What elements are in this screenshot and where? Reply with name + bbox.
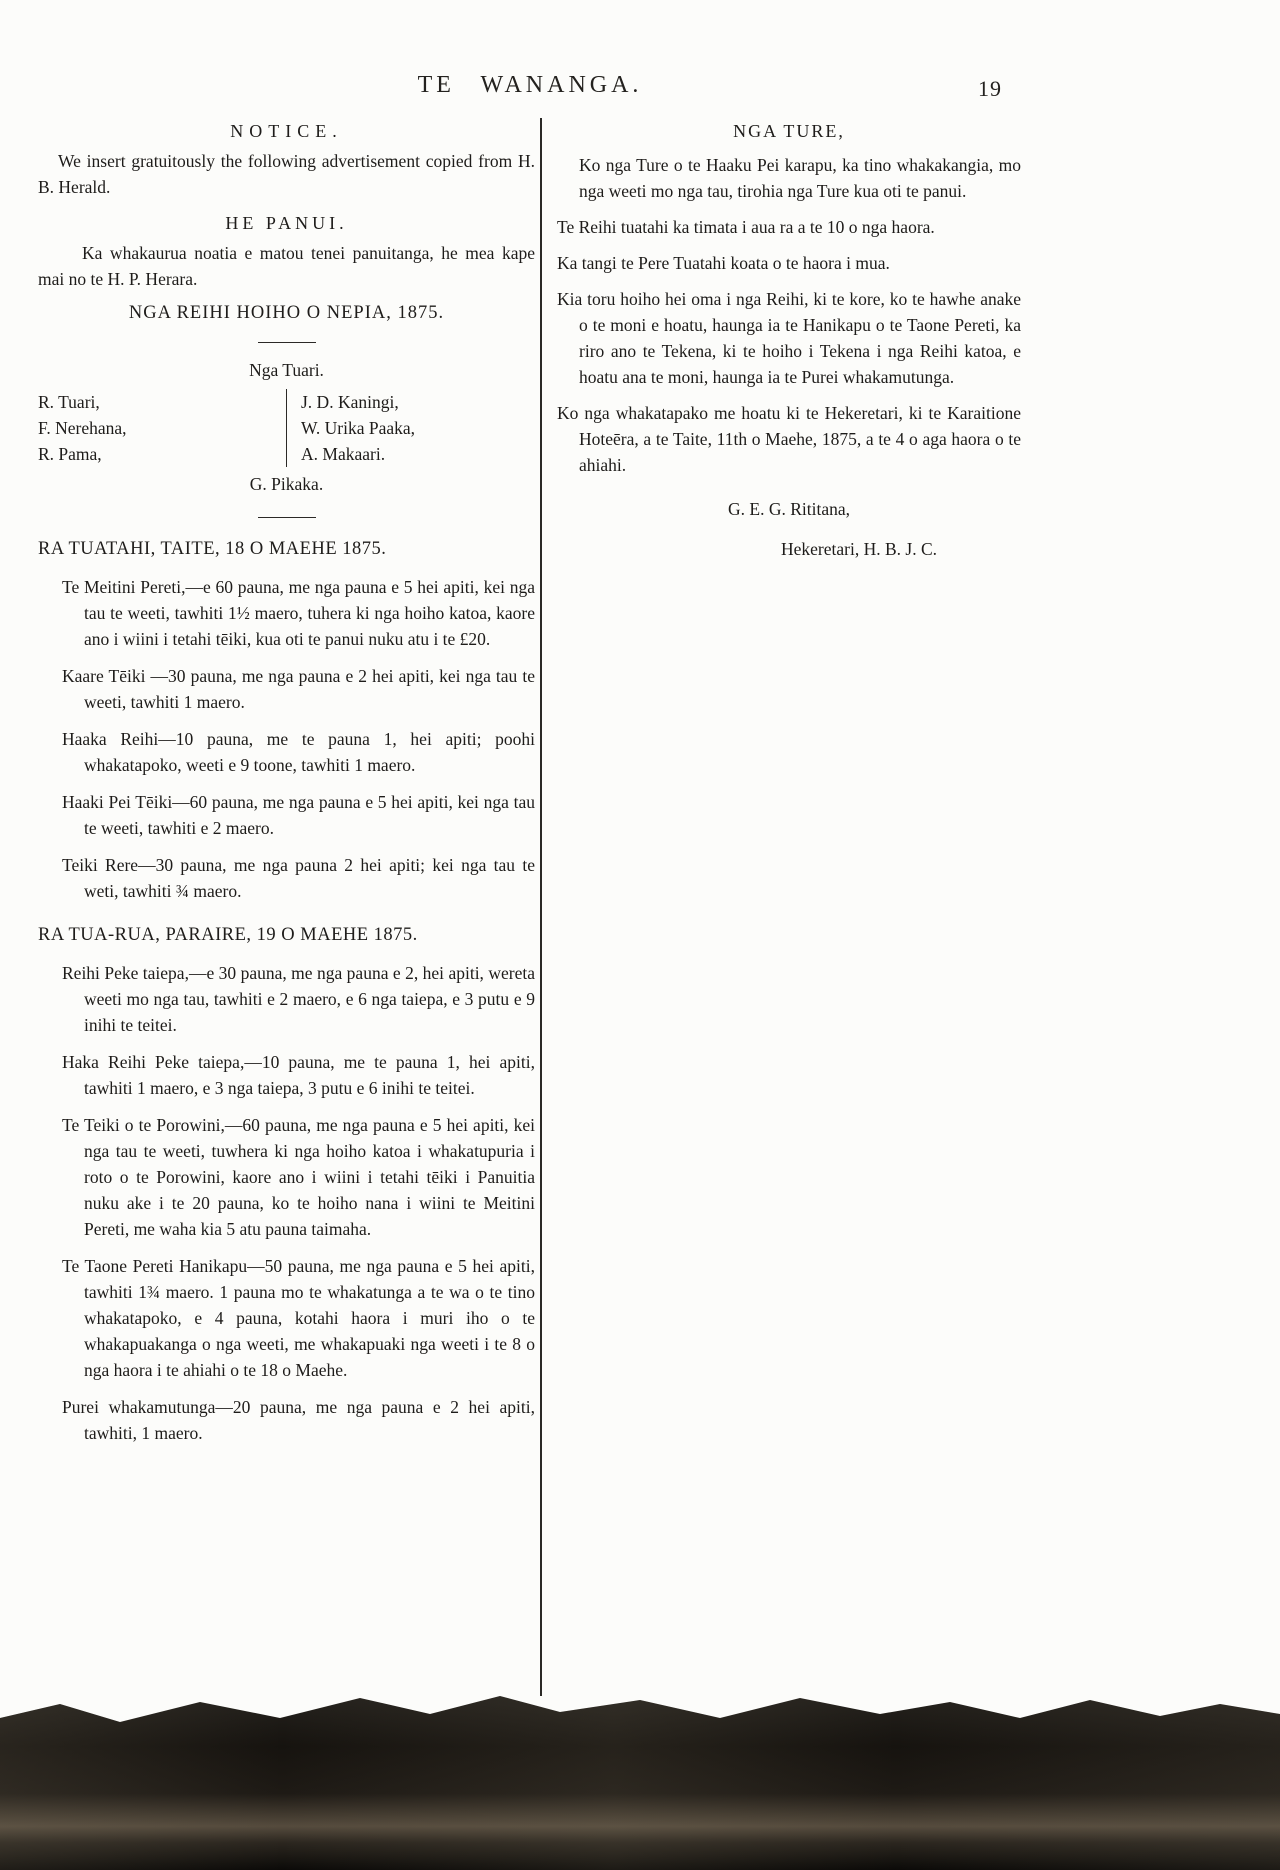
separator-rule: [258, 342, 316, 343]
steward-name: W. Urika Paaka,: [301, 418, 416, 438]
notice-body: We insert gratuitously the following advertisement copied from H. B. Herald.: [38, 151, 535, 197]
steward-name: R. Tuari,: [38, 392, 100, 412]
right-column: [557, 118, 1021, 562]
race-entry: Purei whakamutunga—20 pauna, me nga pauna e 2 hei apiti, tawhiti, 1 maero.: [62, 1397, 535, 1443]
signature-name: G. E. G. Rititana,: [728, 499, 850, 519]
stewards-list: [38, 389, 535, 467]
race-entry: Te Taone Pereti Hanikapu—50 pauna, me nga pauna e 5 hei apiti, tawhiti 1¾ maero. 1 pauna mo te whakatunga a te wa o te tino whakatapoko, e 4 pauna, kotahi haora i muri iho o te whakapuakanga o nga weeti, me whakapuaki nga weeti i te 8 o nga haora i te ahiahi o te 18 o Maehe.: [62, 1256, 535, 1380]
rule-paragraph: Kia toru hoiho hei oma i nga Reihi, ki te kore, ko te hawhe anake o te moni e hoatu, haunga ia te Hanikapu o te Taone Pereti, ka riro ano te Tekena, ki te hoiho i Tekena i nga Reihi katoa, e hoatu ana te moni, haunga ia te Purei whakamutunga.: [557, 289, 1021, 387]
stewards-title: Nga Tuari.: [249, 360, 324, 380]
race-entry: Te Meitini Pereti,—e 60 pauna, me nga pauna e 5 hei apiti, kei nga tau te weeti, tawhiti 1½ maero, tuhera ki nga hoiho katoa, kaore ano i wiini i tetahi tēiki, kua oti te panui nuku atu i te £20.: [62, 577, 535, 649]
race-entry: Reihi Peke taiepa,—e 30 pauna, me nga pauna e 2, hei apiti, wereta weeti mo nga tau, tawhiti e 2 maero, e 6 nga taiepa, e 3 putu e 9 inihi te teitei.: [62, 963, 535, 1035]
day1-heading: RA TUATAHI, TAITE, 18 O MAEHE 1875.: [38, 539, 387, 559]
column-divider-rule: [540, 118, 542, 1696]
steward-name: J. D. Kaningi,: [301, 392, 399, 412]
race-entry: Teiki Rere—30 pauna, me nga pauna 2 hei apiti; kei nga tau te weti, tawhiti ¾ maero.: [62, 855, 535, 901]
masthead-title: TE WANANGA.: [417, 72, 643, 98]
steward-name: A. Makaari.: [301, 444, 386, 464]
steward-name: F. Nerehana,: [38, 418, 127, 438]
he-panui-body: Ka whakaurua noatia e matou tenei panuitanga, he mea kape mai no te H. P. Herara.: [38, 243, 535, 289]
signature-title: Hekeretari, H. B. J. C.: [780, 539, 937, 559]
rule-paragraph: Ka tangi te Pere Tuatahi koata o te haora i mua.: [557, 253, 890, 273]
nga-ture-heading: NGA TURE,: [733, 121, 845, 141]
stewards-column-right: [286, 389, 415, 467]
day2-heading: RA TUA-RUA, PARAIRE, 19 O MAEHE 1875.: [38, 925, 418, 945]
rule-paragraph: Te Reihi tuatahi ka timata i aua ra a te 10 o nga haora.: [557, 217, 935, 237]
race-entry: Haaka Reihi—10 pauna, me te pauna 1, hei apiti; poohi whakatapoko, weeti e 9 toone, tawhiti 1 maero.: [62, 729, 535, 775]
race-entry: Haka Reihi Peke taiepa,—10 pauna, me te pauna 1, hei apiti, tawhiti 1 maero, e 3 nga taiepa, 3 putu e 6 inihi te teitei.: [62, 1052, 535, 1098]
stewards-footer-name: G. Pikaka.: [249, 474, 324, 494]
page-number: 19: [978, 76, 1002, 101]
rule-paragraph: Ko nga Ture o te Haaku Pei karapu, ka tino whakakangia, mo nga weeti mo nga tau, tirohia nga Ture kua oti te panui.: [579, 155, 1021, 201]
torn-paper-edge: [0, 1688, 1280, 1870]
stewards-column-left: [38, 389, 286, 467]
steward-name: R. Pama,: [38, 444, 102, 464]
left-column: [38, 118, 535, 1457]
he-panui-heading: HE PANUI.: [225, 213, 348, 233]
race-entry: Te Teiki o te Porowini,—60 pauna, me nga pauna e 5 hei apiti, kei nga tau te weeti, tuwhera ki nga hoiho katoa i whakatupuria i roto o te Porowini, kaore ano i wiini i tetahi tēiki i Panuitia nuku ake i te 20 pauna, ko te hoiho nana i wiini te Meitini Pereti, me waha kia 5 atu pauna taimaha.: [62, 1115, 535, 1239]
notice-heading: NOTICE.: [230, 121, 343, 141]
race-entry: Kaare Tēiki —30 pauna, me nga pauna e 2 hei apiti, kei nga tau te weeti, tawhiti 1 maero.: [62, 666, 535, 712]
separator-rule: [258, 517, 316, 518]
race-meeting-title: NGA REIHI HOIHO O NEPIA, 1875.: [128, 303, 445, 323]
rule-paragraph: Ko nga whakatapako me hoatu ki te Hekeretari, ki te Karaitione Hoteēra, a te Taite, 11th o Maehe, 1875, a te 4 o aga haora o te ahiahi.: [557, 403, 1021, 475]
race-entry: Haaki Pei Tēiki—60 pauna, me nga pauna e 5 hei apiti, kei nga tau te weeti, tawhiti e 2 maero.: [62, 792, 535, 838]
